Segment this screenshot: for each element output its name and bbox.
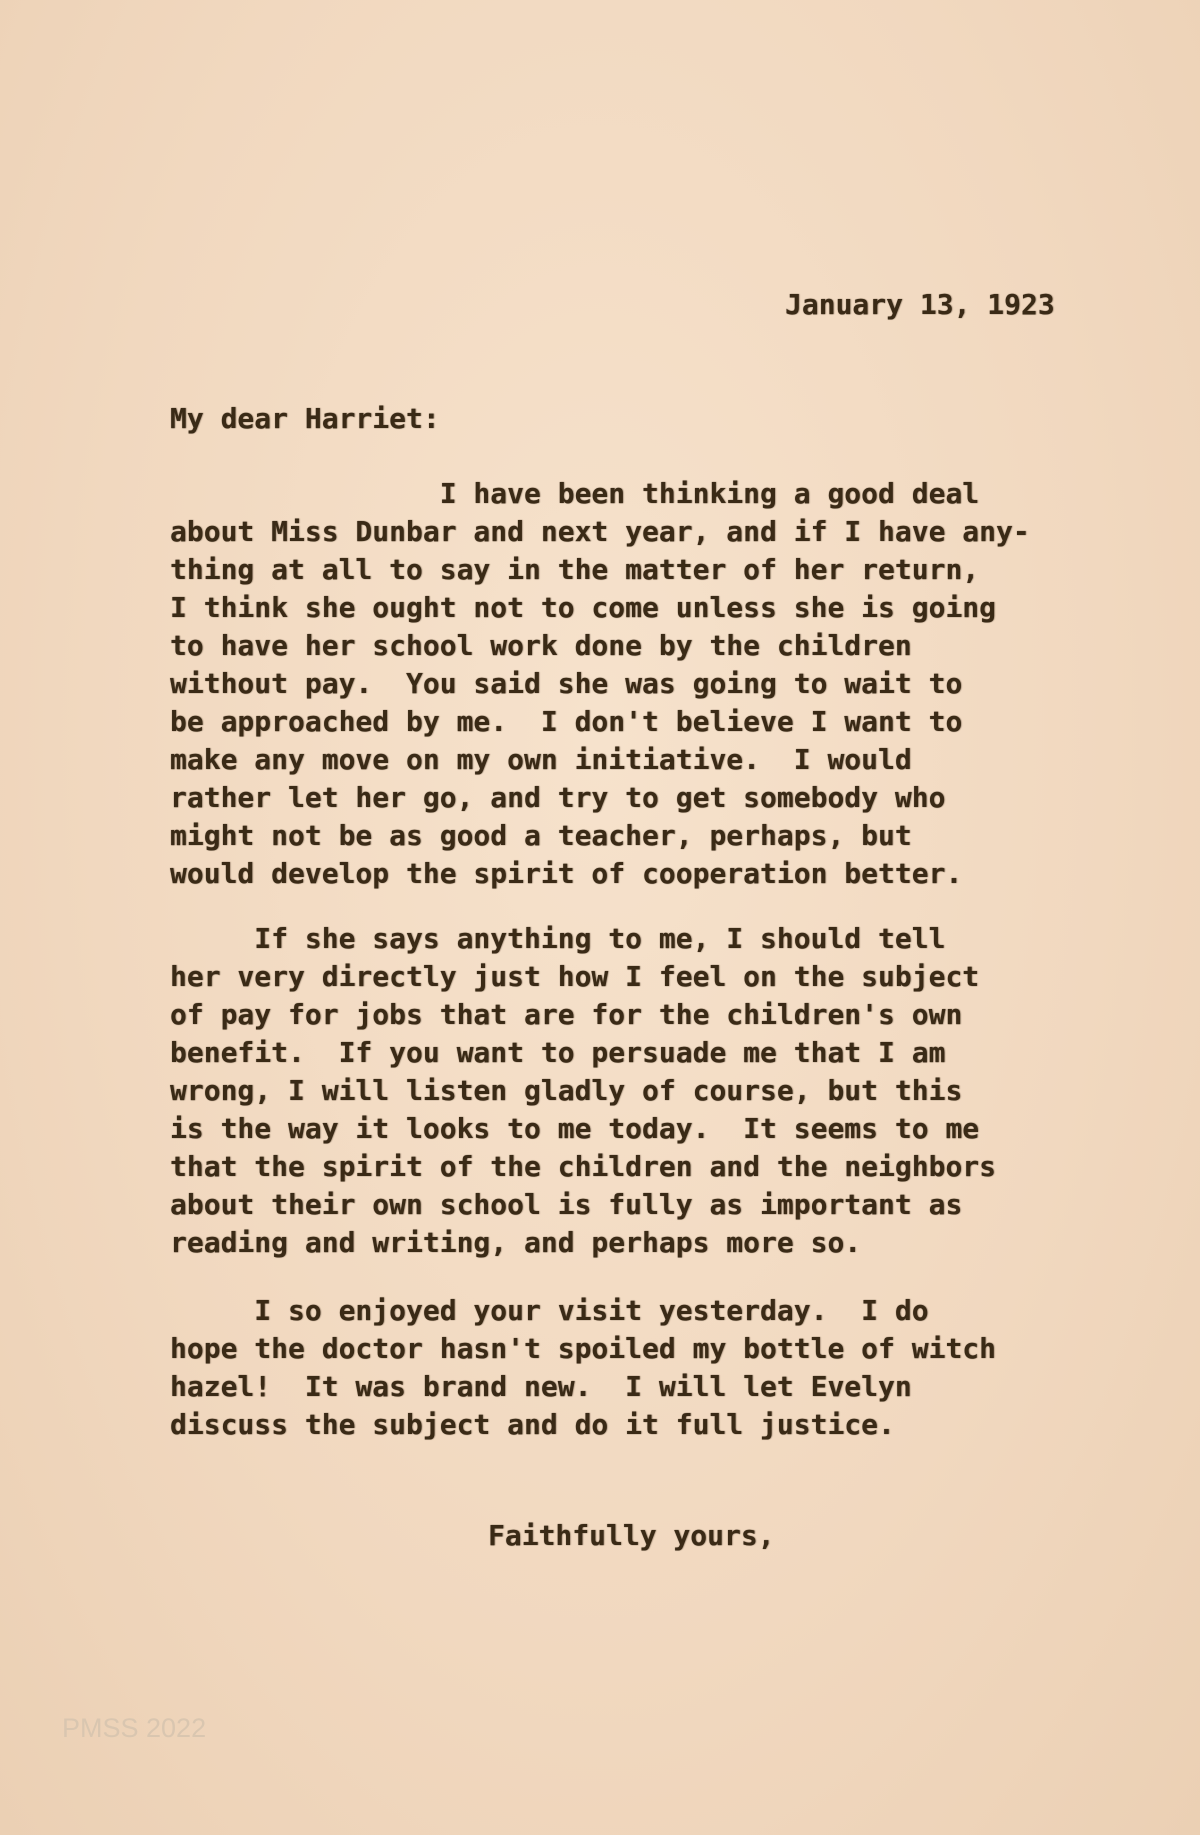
text-line: discuss the subject and do it full justice. <box>170 1408 895 1441</box>
text-line: be approached by me. I don't believe I want to <box>170 705 963 738</box>
text-line: about Miss Dunbar and next year, and if I have any- <box>170 515 1030 548</box>
text-line: If she says anything to me, I should tell <box>170 922 946 955</box>
text-line: of pay for jobs that are for the children's own <box>170 998 963 1031</box>
text-line: would develop the spirit of cooperation better. <box>170 857 963 890</box>
salutation: My dear Harriet: <box>170 402 440 435</box>
text-line: might not be as good a teacher, perhaps, but <box>170 819 912 852</box>
text-line: I think she ought not to come unless she is going <box>170 591 997 624</box>
text-line: I have been thinking a good deal <box>170 477 980 510</box>
text-line: about their own school is fully as important as <box>170 1188 963 1221</box>
text-line: to have her school work done by the children <box>170 629 912 662</box>
closing: Faithfully yours, <box>488 1519 775 1552</box>
text-line: hazel! It was brand new. I will let Evelyn <box>170 1370 912 1403</box>
text-line: I so enjoyed your visit yesterday. I do <box>170 1294 929 1327</box>
text-line: her very directly just how I feel on the subject <box>170 960 980 993</box>
text-line: reading and writing, and perhaps more so. <box>170 1226 862 1259</box>
text-line: is the way it looks to me today. It seems to me <box>170 1112 980 1145</box>
text-line: rather let her go, and try to get somebody who <box>170 781 946 814</box>
watermark: PMSS 2022 <box>62 1713 207 1743</box>
text-line: without pay. You said she was going to wait to <box>170 667 963 700</box>
text-line: wrong, I will listen gladly of course, but this <box>170 1074 963 1107</box>
text-line: hope the doctor hasn't spoiled my bottle of witch <box>170 1332 997 1365</box>
text-line: make any move on my own initiative. I would <box>170 743 912 776</box>
text-line: thing at all to say in the matter of her return, <box>170 553 980 586</box>
text-line: benefit. If you want to persuade me that I am <box>170 1036 946 1069</box>
letter-date: January 13, 1923 <box>785 288 1055 321</box>
text-line: that the spirit of the children and the neighbors <box>170 1150 997 1183</box>
